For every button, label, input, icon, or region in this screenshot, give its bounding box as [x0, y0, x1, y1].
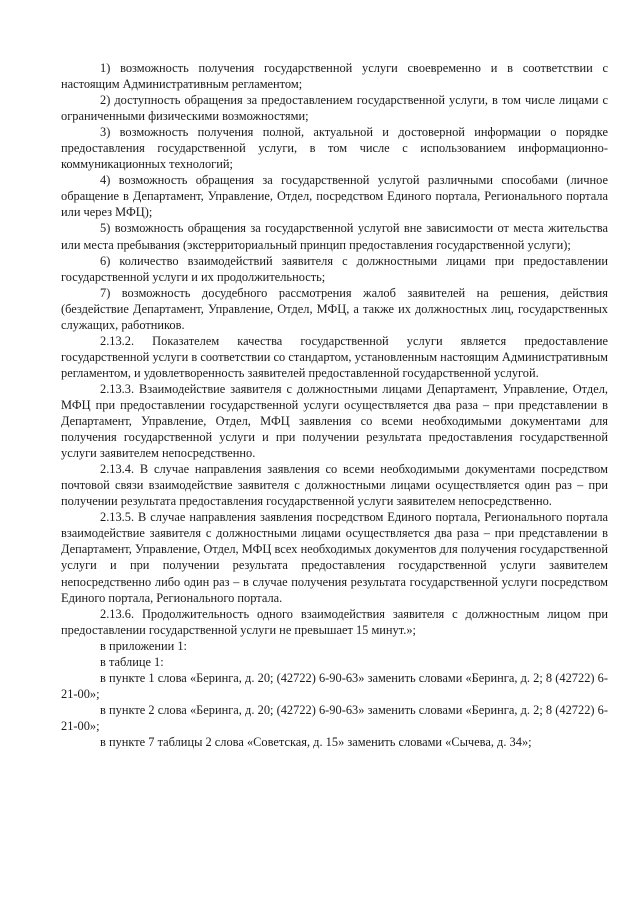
document-page [61, 60, 608, 750]
paragraph-item-1: 1) возможность получения государственной услуги своевременно и в соответствии с настоящим Административным регламентом; [61, 61, 608, 92]
paragraph-item-3: 3) возможность получения полной, актуальной и достоверной информации о порядке предоставления государственной услуги, в том числе с использованием информационно-коммуникационных технологий; [61, 125, 608, 172]
paragraph-item-5: 5) возможность обращения за государственной услугой вне зависимости от места жительства или места пребывания (экстерриториальный принцип предоставления государственной услуги); [61, 221, 608, 252]
paragraph-point-1: в пункте 1 слова «Беринга, д. 20; (42722) 6-90-63» заменить словами «Беринга, д. 2; 8 (42722) 6-21-00»; [61, 670, 608, 701]
paragraph-item-2: 2) доступность обращения за предоставлением государственной услуги, в том числе лицами с ограниченными физическими возможностями; [61, 93, 608, 124]
paragraph-table-1: в таблице 1: [100, 654, 164, 669]
paragraph-appendix-1: в приложении 1: [100, 638, 188, 653]
paragraph-2-13-2: 2.13.2. Показателем качества государственной услуги является предоставление государственной услуги в соответствии со стандартом, установленным настоящим Административным регламентом, и удовлетворенность заявителей предоставленной государственной услугой. [61, 333, 608, 380]
paragraph-point-2: в пункте 2 слова «Беринга, д. 20; (42722) 6-90-63» заменить словами «Беринга, д. 2; 8 (42722) 6-21-00»; [61, 702, 608, 733]
paragraph-item-4: 4) возможность обращения за государственной услугой различными способами (личное обращение в Департамент, Управление, Отдел, посредством Единого портала, Регионального портала или через МФЦ); [61, 173, 608, 220]
paragraph-2-13-5: 2.13.5. В случае направления заявления посредством Единого портала, Регионального портала взаимодействие заявителя с должностными лицами осуществляется два раза – при представлении в Департамент, Управление, Отдел, МФЦ всех необходимых документов для получения государственной услуги и при получении результата предоставления государственной услуги заявителем непосредственно либо один раз – в случае получения результата государственной услуги посредством Единого портала, Регионального портала. [61, 510, 608, 605]
paragraph-item-7: 7) возможность досудебного рассмотрения жалоб заявителей на решения, действия (бездействие Департамент, Управление, Отдел, МФЦ, а также их должностных лиц, государственных служащих, работников. [61, 285, 608, 332]
paragraph-2-13-4: 2.13.4. В случае направления заявления со всеми необходимыми документами посредством почтовой связи взаимодействие заявителя с должностными лицами осуществляется один раз – при получении результата предоставления государственной услуги заявителем непосредственно. [61, 462, 608, 509]
paragraph-2-13-3: 2.13.3. Взаимодействие заявителя с должностными лицами Департамент, Управление, Отдел, МФЦ при предоставлении государственной услуги осуществляется два раза – при представлении в Департамент, Управление, Отдел, МФЦ заявления со всеми необходимыми документами для получения государственной услуги и при получении результата предоставления государственной услуги заявителем непосредственно. [61, 381, 608, 461]
paragraph-item-6: 6) количество взаимодействий заявителя с должностными лицами при предоставлении государственной услуги и их продолжительность; [61, 253, 608, 284]
paragraph-2-13-6: 2.13.6. Продолжительность одного взаимодействия заявителя с должностным лицом при предоставлении государственной услуги не превышает 15 минут.»; [61, 606, 608, 637]
paragraph-point-7: в пункте 7 таблицы 2 слова «Советская, д. 15» заменить словами «Сычева, д. 34»; [100, 734, 532, 749]
